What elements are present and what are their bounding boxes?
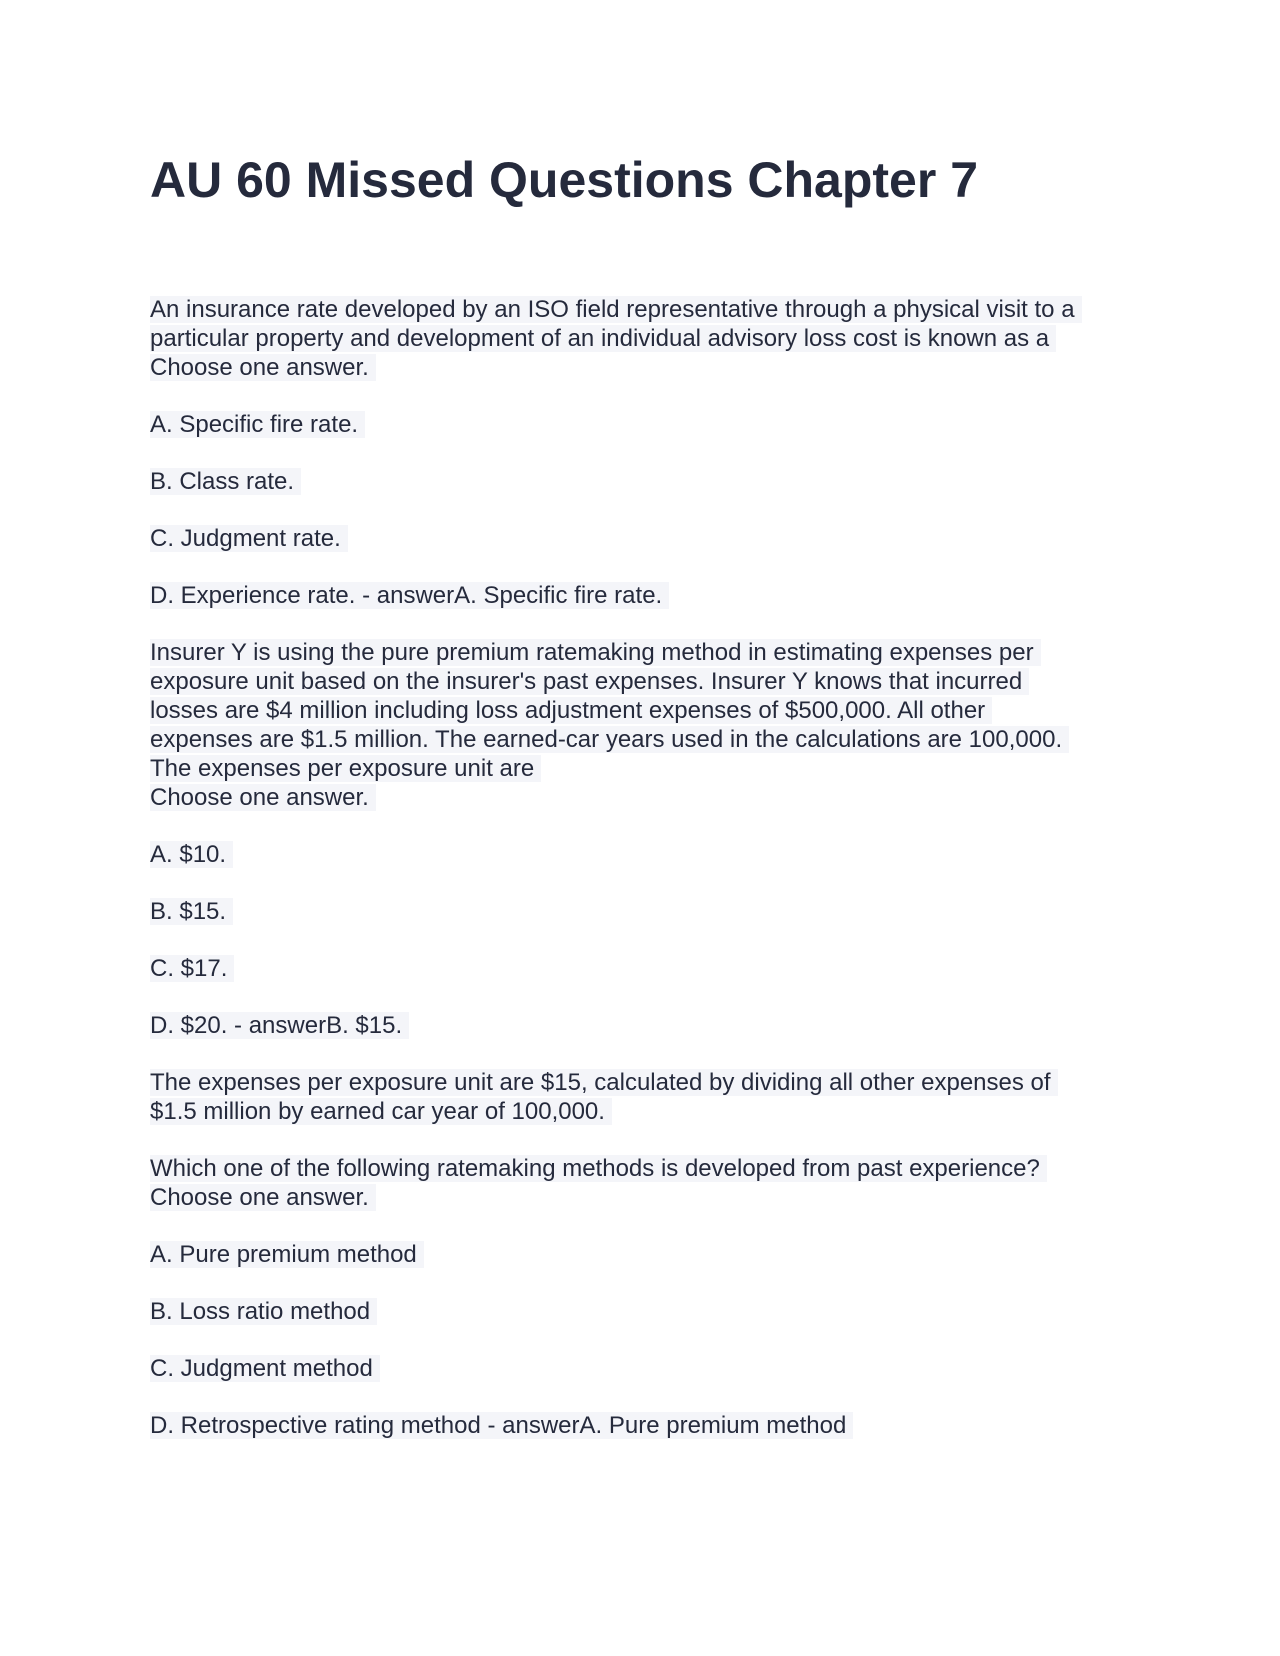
text-paragraph [150,295,1130,382]
text-line [150,324,1130,353]
text-paragraph [150,1354,1130,1383]
text-line-content: expenses are $1.5 million. The earned-car years used in the calculations are 100,000. [150,726,1069,753]
text-line-content: B. Loss ratio method [150,1298,377,1325]
text-paragraph [150,1297,1130,1326]
text-line [150,667,1130,696]
text-line [150,1154,1130,1183]
text-paragraph [150,1068,1130,1126]
text-line [150,410,1130,439]
text-line-content: A. Pure premium method [150,1241,424,1268]
text-line [150,1354,1130,1383]
text-line-content: B. Class rate. [150,468,301,495]
text-line-content: Choose one answer. [150,1184,376,1211]
text-line [150,1068,1130,1097]
text-line [150,954,1130,983]
text-paragraph [150,581,1130,610]
text-line [150,840,1130,869]
text-line [150,696,1130,725]
text-paragraph [150,638,1130,812]
text-paragraph [150,467,1130,496]
text-line [150,467,1130,496]
text-line-content: particular property and development of an individual advisory loss cost is known as a [150,325,1056,352]
text-line-content: D. Experience rate. - answerA. Specific fire rate. [150,582,669,609]
text-paragraph [150,954,1130,983]
text-paragraph [150,1411,1130,1440]
text-paragraph [150,897,1130,926]
text-paragraph [150,840,1130,869]
text-line-content: B. $15. [150,898,233,925]
text-line [150,1011,1130,1040]
text-line [150,638,1130,667]
text-line [150,754,1130,783]
text-line-content: A. $10. [150,841,233,868]
text-line [150,1411,1130,1440]
text-line-content: Which one of the following ratemaking methods is developed from past experience? [150,1155,1047,1182]
text-line-content: C. Judgment method [150,1355,380,1382]
text-line [150,524,1130,553]
document-body [150,295,1130,1468]
text-line [150,1183,1130,1212]
text-line [150,295,1130,324]
text-line [150,1097,1130,1126]
text-line-content: losses are $4 million including loss adjustment expenses of $500,000. All other [150,697,992,724]
text-line-content: Choose one answer. [150,354,376,381]
text-line-content: D. Retrospective rating method - answerA. Pure premium method [150,1412,853,1439]
text-paragraph [150,410,1130,439]
text-paragraph [150,1154,1130,1212]
text-line-content: Insurer Y is using the pure premium ratemaking method in estimating expenses per [150,639,1041,666]
text-line-content: The expenses per exposure unit are $15, calculated by dividing all other expenses of [150,1069,1058,1096]
text-paragraph [150,1011,1130,1040]
text-line-content: A. Specific fire rate. [150,411,365,438]
text-line-content: C. Judgment rate. [150,525,348,552]
text-line-content: D. $20. - answerB. $15. [150,1012,409,1039]
text-line [150,783,1130,812]
page-title: AU 60 Missed Questions Chapter 7 [150,152,979,208]
text-line [150,1240,1130,1269]
text-line [150,897,1130,926]
text-line [150,1297,1130,1326]
text-line-content: $1.5 million by earned car year of 100,000. [150,1098,612,1125]
text-line-content: Choose one answer. [150,784,376,811]
text-line [150,353,1130,382]
text-line-content: C. $17. [150,955,234,982]
text-line-content: An insurance rate developed by an ISO field representative through a physical visit to a [150,296,1082,323]
text-line [150,725,1130,754]
text-line [150,581,1130,610]
text-line-content: The expenses per exposure unit are [150,755,541,782]
text-line-content: exposure unit based on the insurer's past expenses. Insurer Y knows that incurred [150,668,1029,695]
text-paragraph [150,524,1130,553]
text-paragraph [150,1240,1130,1269]
